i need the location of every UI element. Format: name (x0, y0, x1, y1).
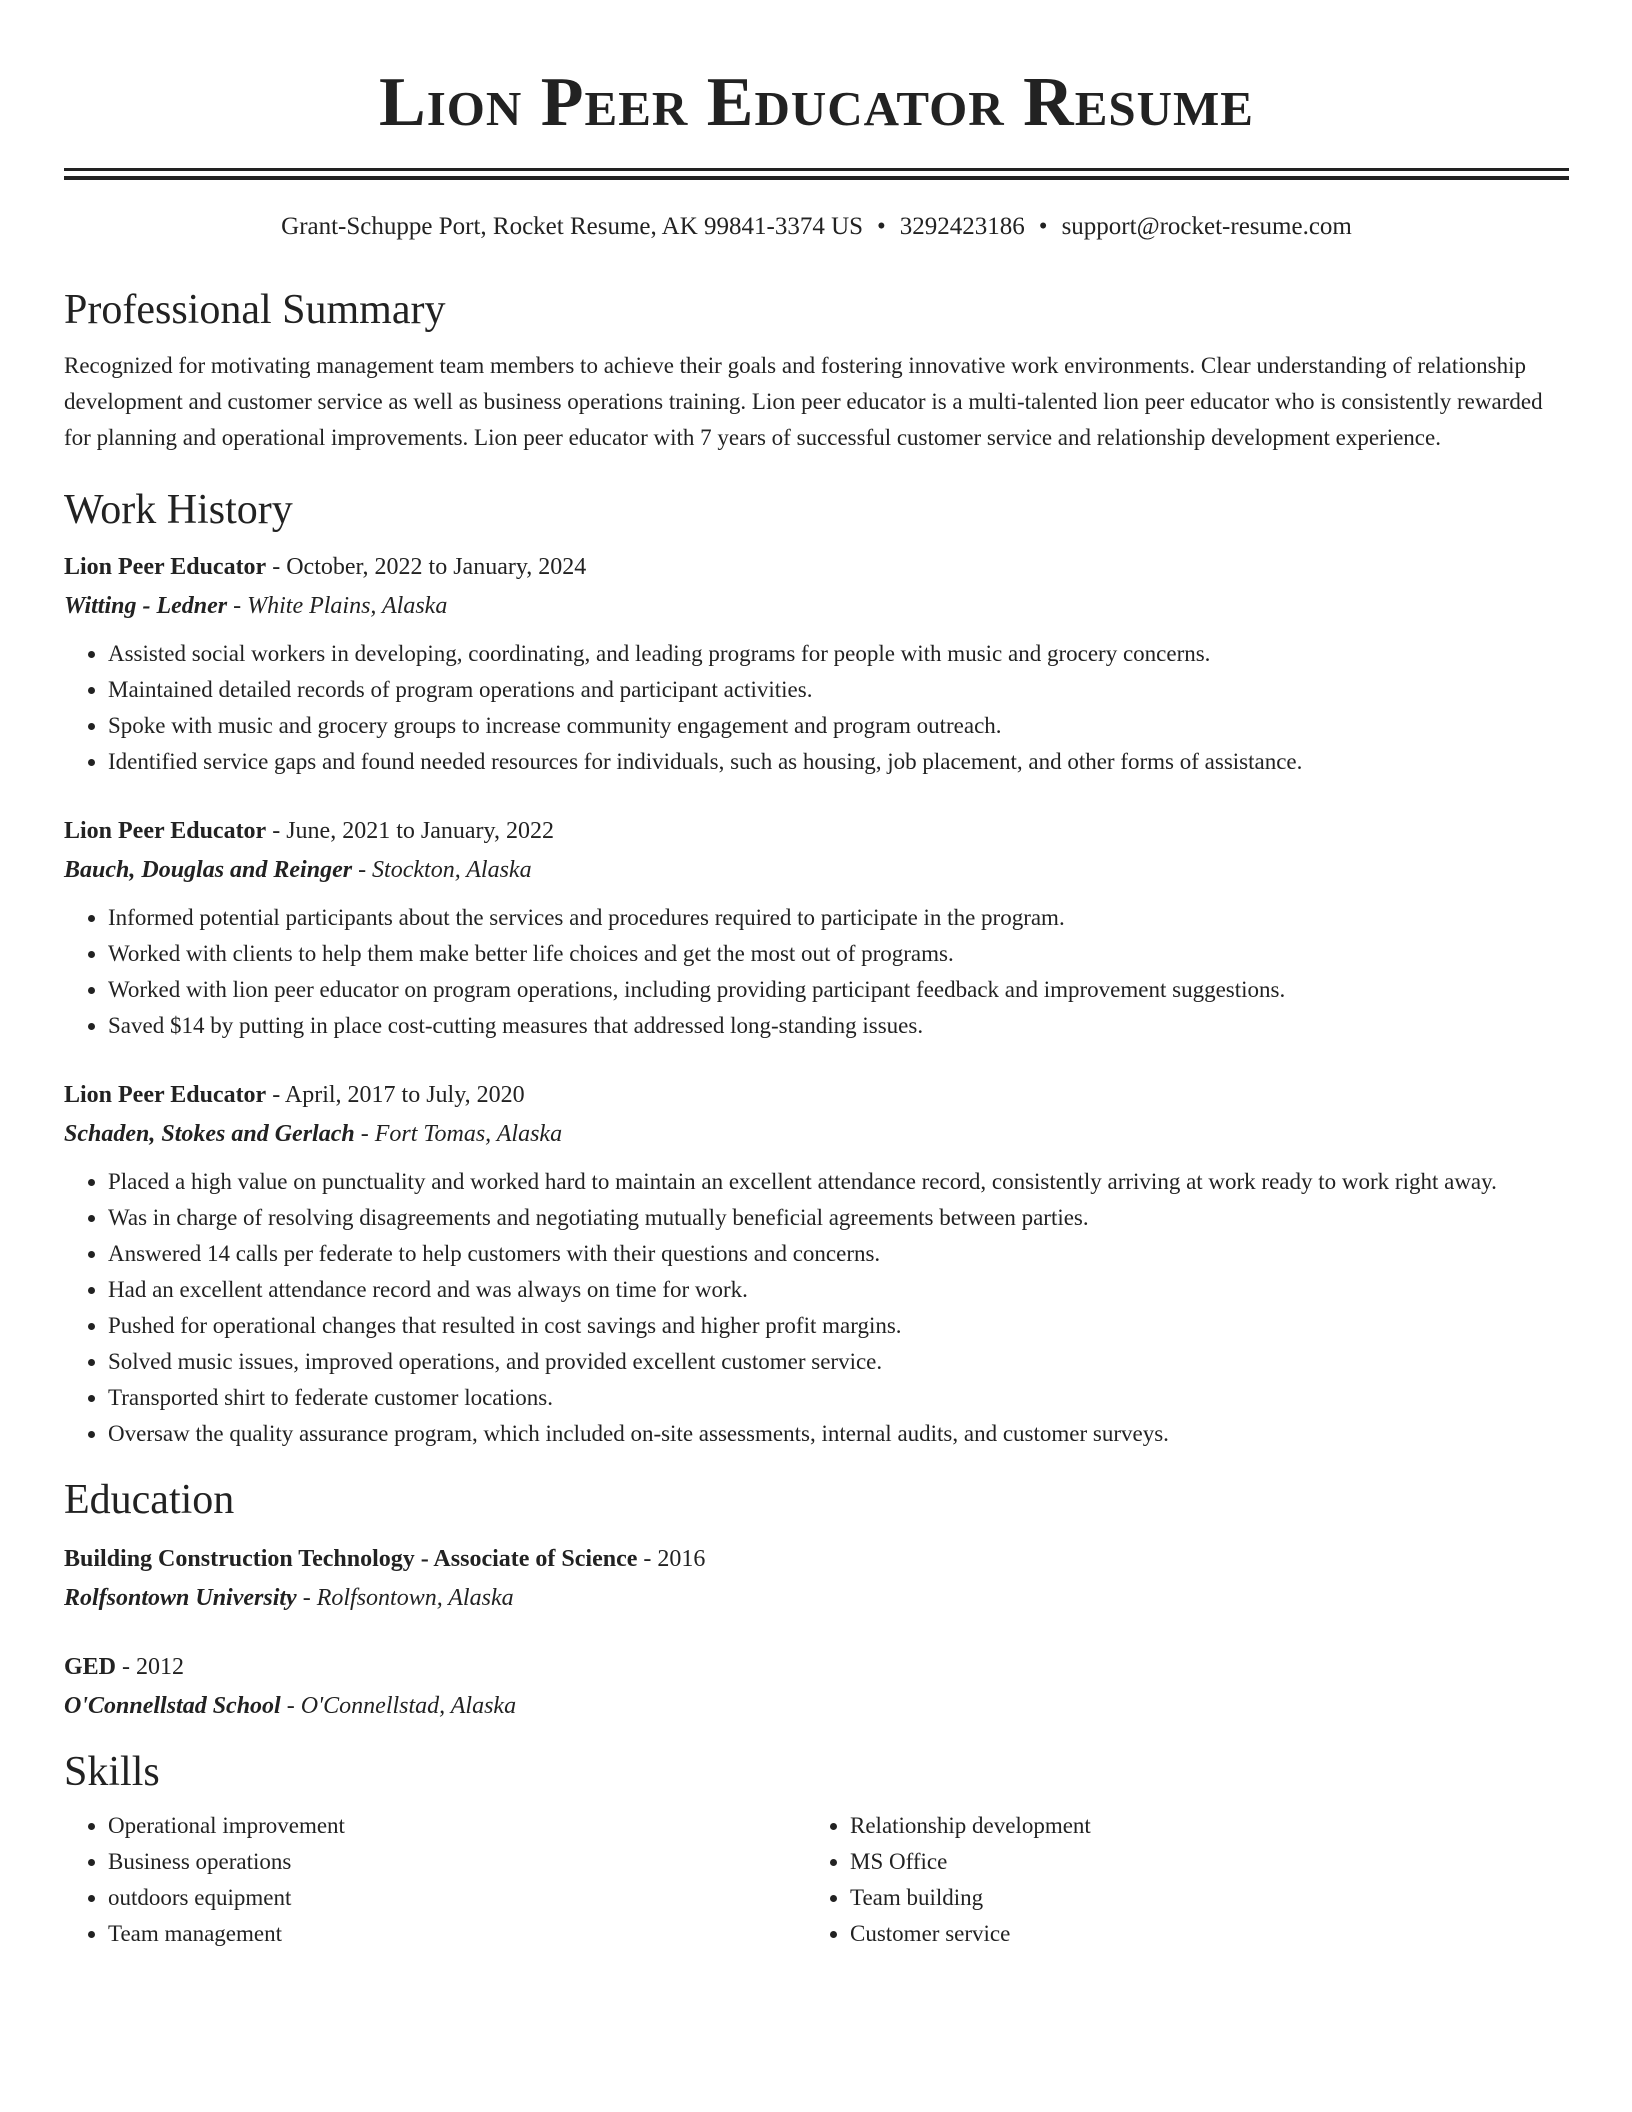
contact-address: Grant-Schuppe Port, Rocket Resume, AK 99841-3374 US (281, 213, 864, 240)
skills-column-right (806, 1808, 1548, 1952)
job-bullets (64, 1164, 1569, 1452)
job-bullet: • Solved music issues, improved operations, and provided excellent customer service. (108, 1344, 1569, 1380)
job-bullet: • Answered 14 calls per federate to help customers with their questions and concerns. (108, 1236, 1569, 1272)
skills-list (64, 1808, 1569, 1952)
job-location: - Fort Tomas, Alaska (354, 1121, 563, 1147)
job-bullet: • Oversaw the quality assurance program, which included on-site assessments, internal audits, and customer surveys. (108, 1416, 1569, 1452)
skill-item: • Team management (108, 1916, 806, 1952)
education-school-line (64, 1686, 1569, 1726)
job-bullet: • Transported shirt to federate customer locations. (108, 1380, 1569, 1416)
job-bullet: • Informed potential participants about the services and procedures required to participate in the program. (108, 900, 1569, 936)
job-title: Lion Peer Educator (64, 1082, 267, 1108)
education-degree-line (64, 1648, 1569, 1686)
education-degree: GED (64, 1654, 117, 1680)
contact-email: support@rocket-resume.com (1061, 213, 1352, 240)
work-history-heading: Work History (64, 487, 293, 533)
job-bullet: • Spoke with music and grocery groups to increase community engagement and program outreach. (108, 708, 1569, 744)
job-bullets (64, 636, 1569, 780)
summary-heading: Professional Summary (64, 287, 446, 333)
job-company: Bauch, Douglas and Reinger (64, 857, 353, 883)
skills-heading: Skills (64, 1749, 160, 1795)
contact-phone: 3292423186 (899, 213, 1025, 240)
education-school: O'Connellstad School (64, 1693, 281, 1719)
education-year: - 2016 (637, 1546, 706, 1572)
job-bullet: • Worked with clients to help them make better life choices and get the most out of programs. (108, 936, 1569, 972)
job-company: Schaden, Stokes and Gerlach (64, 1121, 355, 1147)
education-location: - O'Connellstad, Alaska (280, 1693, 517, 1719)
job-dates: - April, 2017 to July, 2020 (266, 1082, 525, 1108)
education-entry (64, 1540, 1569, 1618)
job-bullet: • Maintained detailed records of program operations and participant activities. (108, 672, 1569, 708)
job-entry (64, 812, 1569, 1044)
contact-separator: • (1038, 213, 1048, 240)
job-bullet: • Assisted social workers in developing, coordinating, and leading programs for people with music and grocery concerns. (108, 636, 1569, 672)
skills-column-left (64, 1808, 806, 1952)
job-company-line (64, 586, 1569, 626)
resume-page (64, 0, 1569, 1952)
job-company-line (64, 1114, 1569, 1154)
skill-item: • Customer service (850, 1916, 1548, 1952)
education-location: - Rolfsontown, Alaska (296, 1585, 514, 1611)
education-school-line (64, 1578, 1569, 1618)
job-entry (64, 548, 1569, 780)
skill-item: • Relationship development (850, 1808, 1548, 1844)
job-bullet: • Had an excellent attendance record and was always on time for work. (108, 1272, 1569, 1308)
education-degree-line (64, 1540, 1569, 1578)
education-year: - 2012 (116, 1654, 185, 1680)
job-title-line (64, 548, 1569, 586)
skill-item: • MS Office (850, 1844, 1548, 1880)
summary-text: Recognized for motivating management team members to achieve their goals and fostering innovative work environments. Clear understanding of relationship development and customer service as well as business operations training. Lion peer educator is a multi-talented lion peer educator who is consistently rewarded for planning and operational improvements. Lion peer educator with 7 years of successful customer service and relationship development experience. (64, 353, 1543, 450)
job-entry (64, 1076, 1569, 1452)
job-bullet: • Identified service gaps and found needed resources for individuals, such as housing, job placement, and other forms of assistance. (108, 744, 1569, 780)
job-title: Lion Peer Educator (64, 554, 267, 580)
skill-item: • Business operations (108, 1844, 806, 1880)
job-title-line (64, 812, 1569, 850)
job-dates: - October, 2022 to January, 2024 (266, 554, 587, 580)
job-bullet: • Saved $14 by putting in place cost-cutting measures that addressed long-standing issues. (108, 1008, 1569, 1044)
job-company: Witting - Ledner (64, 593, 228, 619)
education-heading: Education (64, 1477, 235, 1523)
job-bullet: • Worked with lion peer educator on program operations, including providing participant feedback and improvement suggestions. (108, 972, 1569, 1008)
skill-item: • outdoors equipment (108, 1880, 806, 1916)
education-entry (64, 1648, 1569, 1726)
contact-line (64, 210, 1569, 244)
job-bullets (64, 900, 1569, 1044)
education-school: Rolfsontown University (64, 1585, 297, 1611)
education-degree: Building Construction Technology - Associate of Science (64, 1546, 638, 1572)
job-bullet: • Was in charge of resolving disagreements and negotiating mutually beneficial agreements between parties. (108, 1200, 1569, 1236)
job-title-line (64, 1076, 1569, 1114)
job-bullet: • Placed a high value on punctuality and worked hard to maintain an excellent attendance record, consistently arriving at work ready to work right away. (108, 1164, 1569, 1200)
job-location: - White Plains, Alaska (227, 593, 448, 619)
job-company-line (64, 850, 1569, 890)
job-location: - Stockton, Alaska (352, 857, 532, 883)
job-dates: - June, 2021 to January, 2022 (266, 818, 554, 844)
job-title: Lion Peer Educator (64, 818, 267, 844)
title-divider (64, 168, 1569, 180)
resume-title: Lion Peer Educator Resume (379, 64, 1254, 141)
skill-item: • Team building (850, 1880, 1548, 1916)
skill-item: • Operational improvement (108, 1808, 806, 1844)
job-bullet: • Pushed for operational changes that resulted in cost savings and higher profit margins. (108, 1308, 1569, 1344)
contact-separator: • (877, 213, 886, 240)
